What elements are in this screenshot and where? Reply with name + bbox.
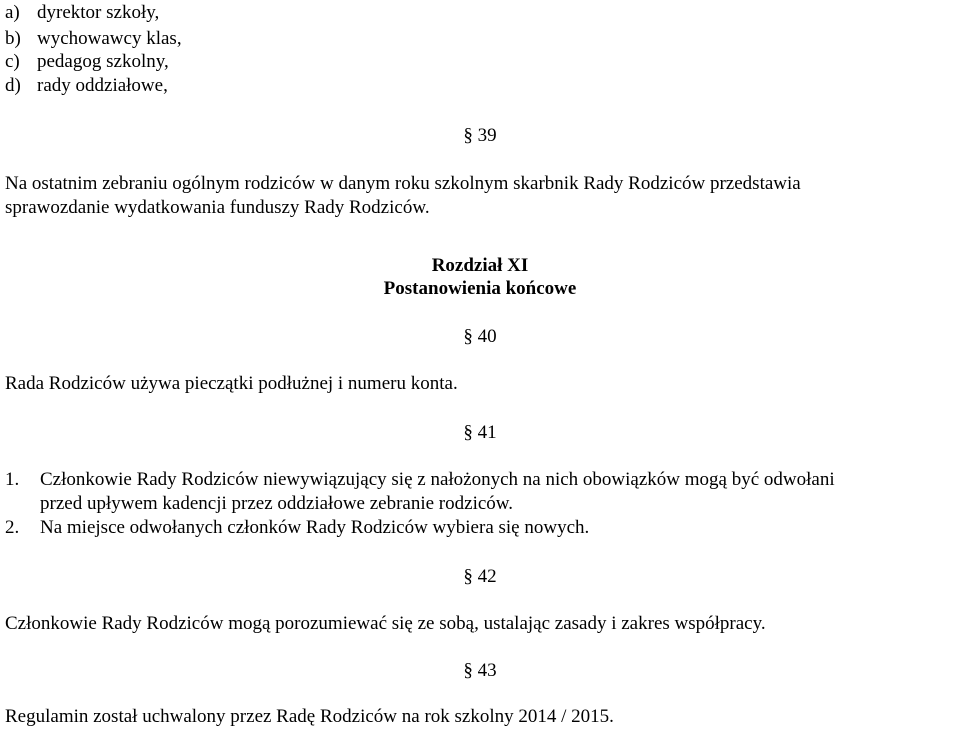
item-text-line-1: Członkowie Rady Rodziców niewywiązujący się z nałożonych na nich obowiązków mogą być odwołani [40, 469, 835, 490]
item-number: 2. [5, 517, 20, 538]
section-42-text: Członkowie Rady Rodziców mogą porozumiewać się ze sobą, ustalając zasady i zakres współpracy. [5, 613, 766, 634]
chapter-subtitle: Postanowienia końcowe [383, 278, 577, 299]
section-43-text: Regulamin został uchwalony przez Radę Rodziców na rok szkolny 2014 / 2015. [5, 706, 614, 727]
section-39-line-1: Na ostatnim zebraniu ogólnym rodziców w danym roku szkolnym skarbnik Rady Rodziców przedstawia [5, 173, 801, 194]
item-text-line-2: przed upływem kadencji przez oddziałowe zebranie rodziców. [40, 493, 514, 514]
section-40-heading: § 40 [463, 326, 497, 347]
section-41-heading: § 41 [463, 422, 497, 443]
section-39-line-2: sprawozdanie wydatkowania funduszy Rady Rodziców. [5, 197, 430, 218]
section-40-text: Rada Rodziców używa pieczątki podłużnej i numeru konta. [5, 373, 458, 394]
list-text: pedagog szkolny, [37, 51, 169, 72]
list-marker: a) [5, 2, 20, 23]
list-text: wychowawcy klas, [37, 28, 182, 49]
section-42-heading: § 42 [463, 566, 497, 587]
list-item-d [5, 74, 168, 98]
list-text: rady oddziałowe, [37, 75, 168, 96]
list-text: dyrektor szkoły, [37, 2, 160, 23]
chapter-title: Rozdział XI [431, 255, 529, 276]
list-marker: c) [5, 51, 20, 72]
list-marker: b) [5, 28, 21, 49]
section-43-heading: § 43 [463, 660, 497, 681]
item-text: Na miejsce odwołanych członków Rady Rodziców wybiera się nowych. [40, 517, 590, 538]
item-number: 1. [5, 469, 20, 490]
list-item-a [5, 1, 159, 25]
list-marker: d) [5, 75, 21, 96]
list-item-b [5, 27, 182, 51]
list-item-c [5, 50, 169, 74]
section-39-heading: § 39 [463, 125, 497, 146]
